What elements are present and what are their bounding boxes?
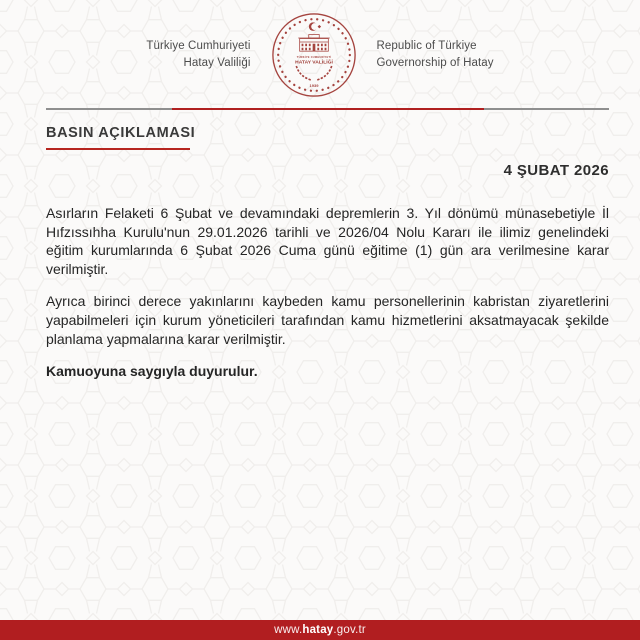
letterhead-english bbox=[377, 38, 494, 73]
letterhead-turkish bbox=[146, 38, 250, 73]
seal-institution-text: HATAY VALİLİĞİ bbox=[294, 60, 333, 66]
footer-url-suffix: .gov.tr bbox=[333, 624, 366, 636]
hatay-governorship-seal-icon bbox=[271, 12, 357, 98]
header-divider bbox=[46, 108, 609, 110]
paragraph-2: Ayrıca birinci derece yakınlarını kaybeden kamu personellerinin kabristan ziyaretlerini yapabilmeleri için kurum yöneticileri tarafından kamu hizmetlerini aksatmayacak şekilde planlama yapmalarına karar verilmiştir. bbox=[46, 293, 609, 347]
letterhead-english-line2: Governorship of Hatay bbox=[376, 57, 494, 69]
letterhead-turkish-line2: Hatay Valiliği bbox=[183, 57, 251, 69]
footer-website-link[interactable] bbox=[0, 620, 640, 640]
title-underline bbox=[46, 148, 190, 150]
page-title: BASIN AÇIKLAMASI bbox=[46, 125, 196, 141]
footer-url-domain: hatay bbox=[302, 624, 334, 636]
document-body bbox=[46, 125, 609, 379]
footer-url-prefix: www. bbox=[274, 624, 303, 636]
seal-year-text: 1939 bbox=[309, 83, 318, 89]
seal-country-text: TÜRKİYE CUMHURİYETİ bbox=[296, 56, 331, 60]
letterhead bbox=[0, 0, 640, 98]
letterhead-english-line1: Republic of Türkiye bbox=[376, 39, 477, 52]
closing-statement: Kamuoyuna saygıyla duyurulur. bbox=[46, 363, 258, 380]
paragraph-1: Asırların Felaketi 6 Şubat ve devamındaki depremlerin 3. Yıl dönümü münasebetiyle İl Hıfzıssıhha Kurulu'nun 29.01.2026 tarihli ve 2026/04 Nolu Kararı ile ilimiz genelindeki eğitim kurumlarında 6 Şubat 2026 Cuma günü eğitime (1) gün ara verilmesine karar verilmiştir. bbox=[46, 205, 609, 277]
letterhead-turkish-line1: Türkiye Cumhuriyeti bbox=[146, 39, 251, 52]
document-date: 4 ŞUBAT 2026 bbox=[503, 162, 609, 179]
